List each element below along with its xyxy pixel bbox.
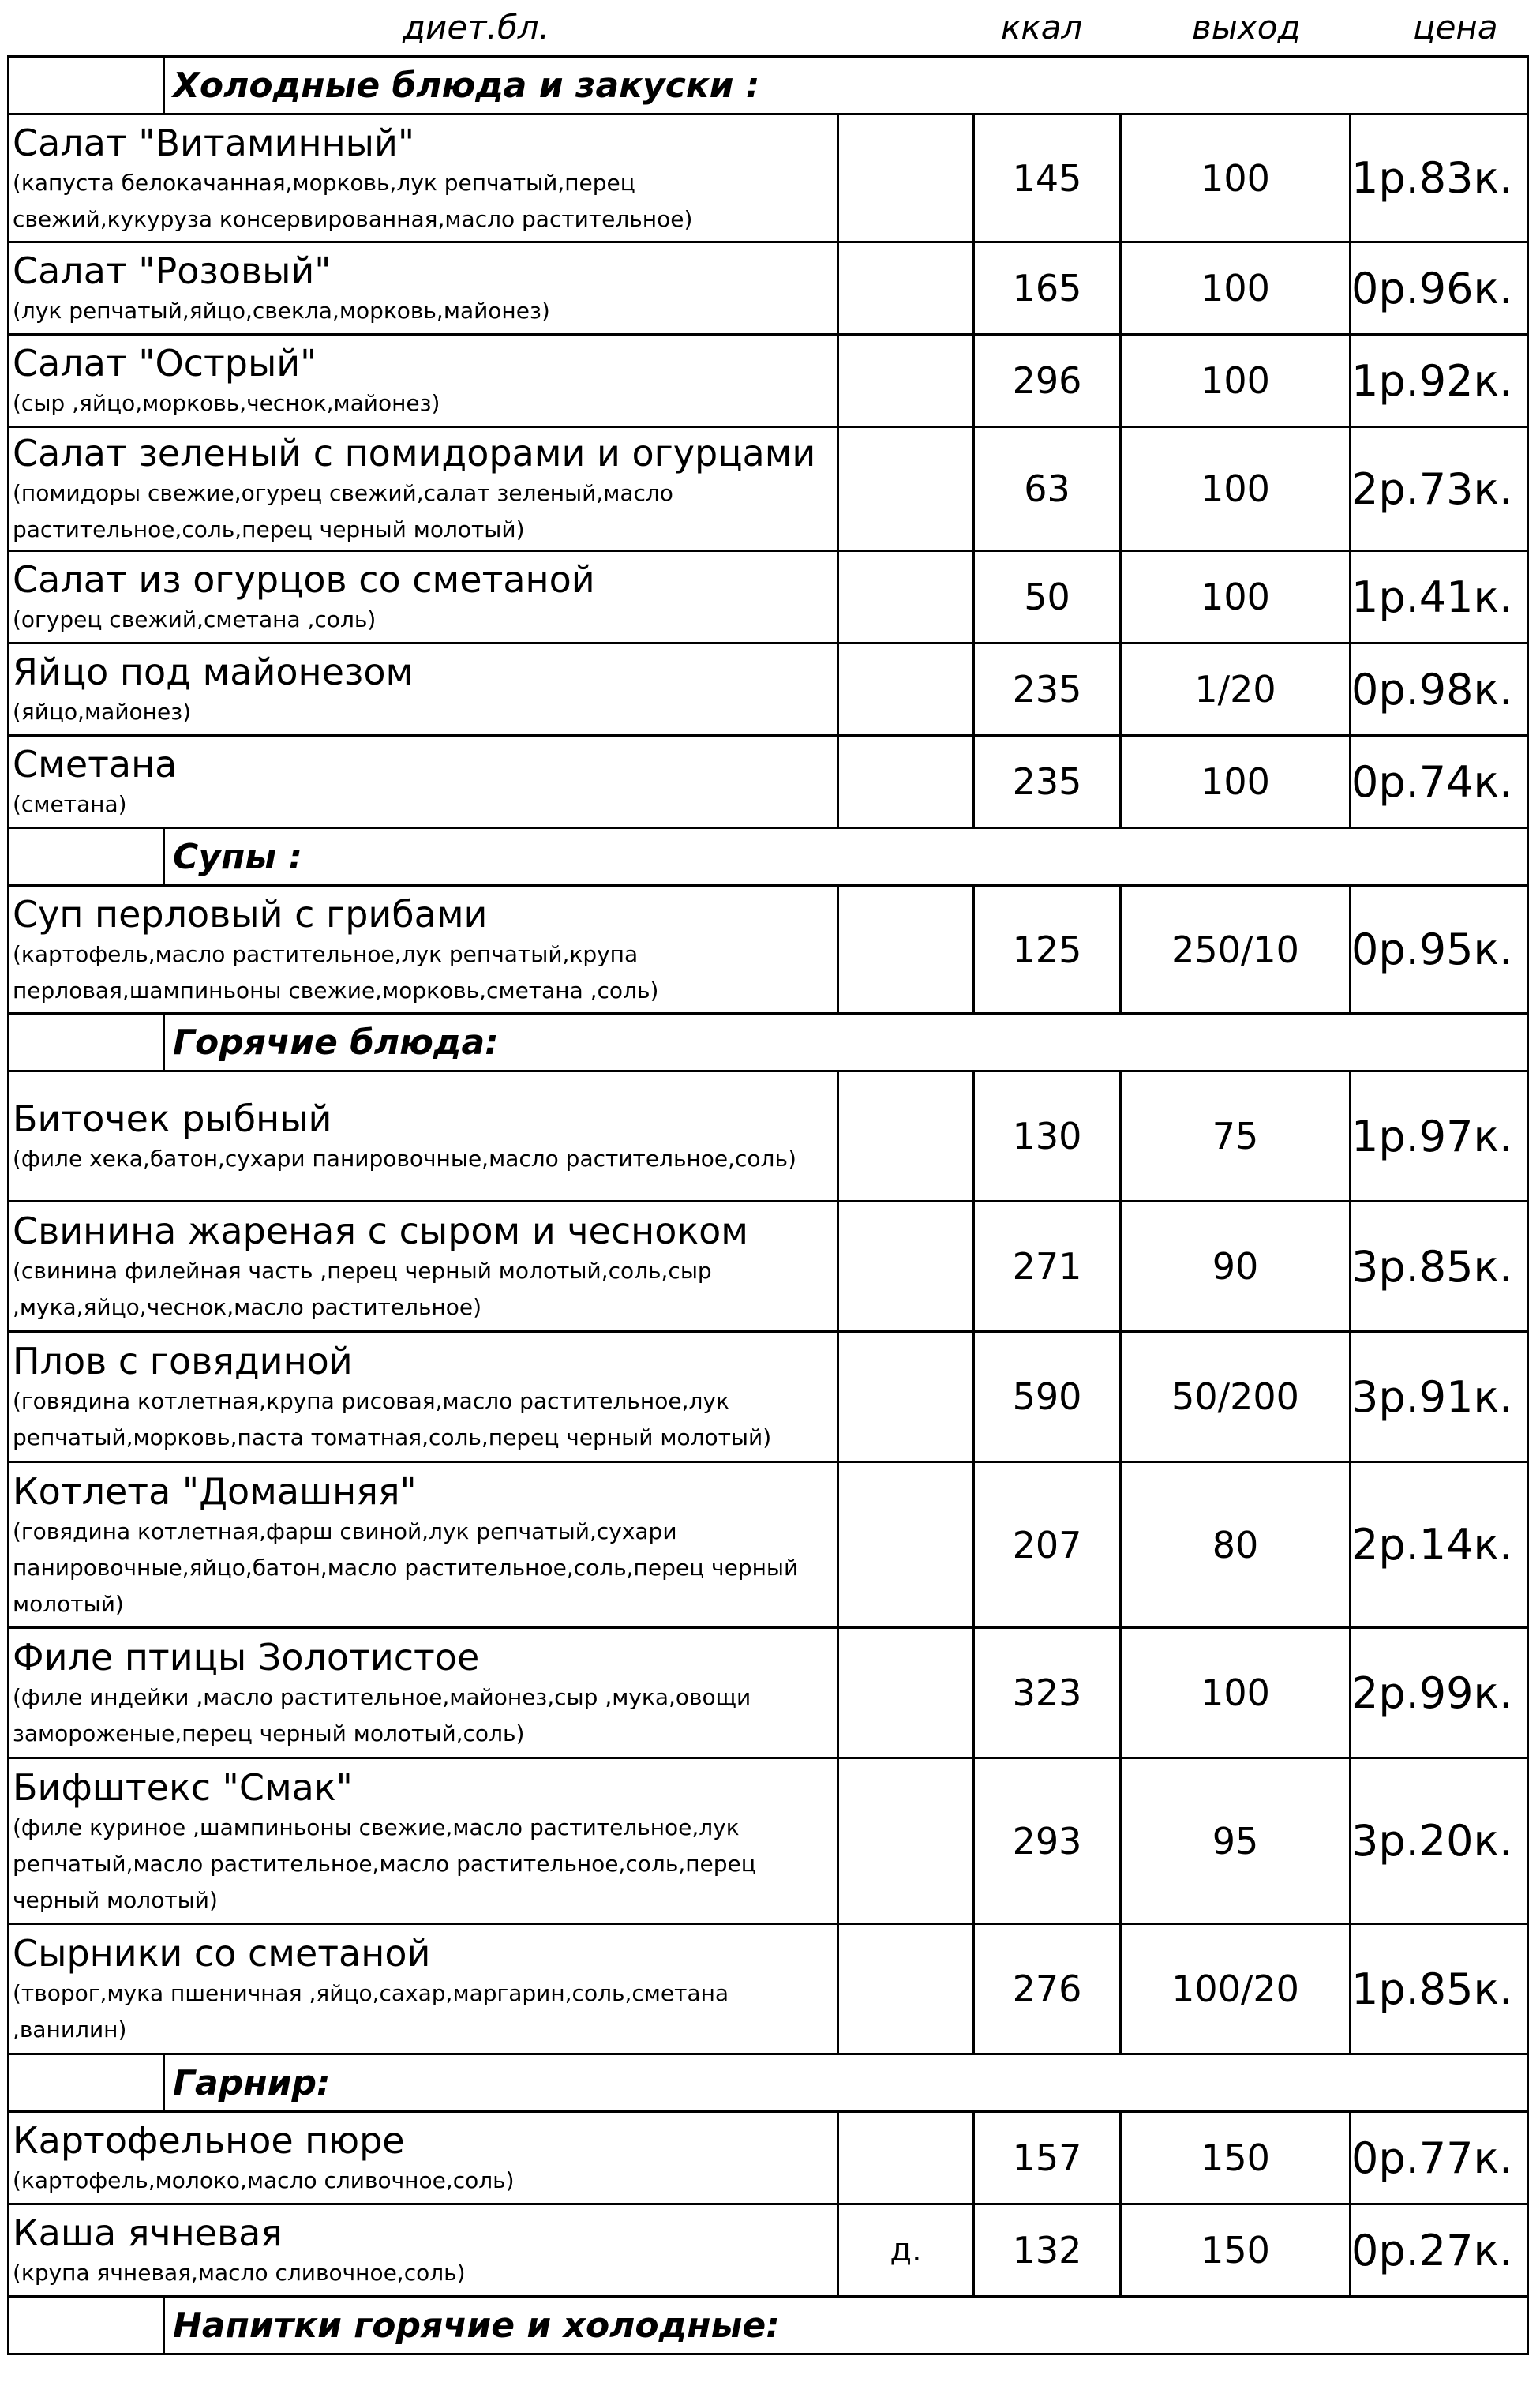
item-price: 2р.99к. (1351, 1628, 1528, 1758)
section-title: Гарнир: (164, 2054, 1528, 2112)
section-title: Холодные блюда и закуски : (164, 57, 1528, 114)
item-diet (838, 1202, 974, 1332)
item-yield: 1/20 (1121, 643, 1351, 736)
menu-item-row (9, 1628, 1528, 1758)
menu-item-row (9, 886, 1528, 1014)
item-kcal: 50 (974, 551, 1121, 643)
item-yield: 100/20 (1121, 1924, 1351, 2054)
menu-item-row (9, 114, 1528, 242)
item-ingredients: (сыр ,яйцо,морковь,чеснок,майонез) (13, 390, 440, 416)
item-ingredients: (помидоры свежие,огурец свежий,салат зеленый,масло растительное,соль,перец черный молотый) (13, 480, 673, 542)
menu-item-row (9, 1332, 1528, 1462)
item-name: Яйцо под майонезом (13, 651, 414, 693)
item-ingredients: (сметана) (13, 791, 127, 817)
item-price: 1р.92к. (1351, 335, 1528, 427)
item-name: Салат "Острый" (13, 342, 317, 385)
item-kcal: 63 (974, 427, 1121, 551)
section-header-row (9, 2297, 1528, 2354)
item-ingredients: (филе куриное ,шампиньоны свежие,масло растительное,лук репчатый,масло растительное,масло растительное,соль,перец черный молотый) (13, 1814, 756, 1913)
item-diet (838, 2112, 974, 2204)
section-title: Горячие блюда: (164, 1014, 1528, 1071)
item-ingredients: (лук репчатый,яйцо,свекла,морковь,майонез) (13, 298, 550, 324)
section-title: Напитки горячие и холодные: (164, 2297, 1528, 2354)
item-ingredients: (филе хека,батон,сухари панировочные,масло растительное,соль) (13, 1146, 796, 1172)
item-price: 3р.20к. (1351, 1758, 1528, 1924)
header-price: цена (1413, 8, 1498, 47)
item-name: Сырники со сметаной (13, 1932, 431, 1975)
item-price: 1р.41к. (1351, 551, 1528, 643)
item-name-cell (9, 427, 838, 551)
item-name: Филе птицы Золотистое (13, 1636, 480, 1679)
item-price: 2р.73к. (1351, 427, 1528, 551)
item-price: 0р.96к. (1351, 242, 1528, 335)
item-yield: 75 (1121, 1071, 1351, 1202)
menu-item-row (9, 2112, 1528, 2204)
item-price: 0р.98к. (1351, 643, 1528, 736)
item-diet (838, 886, 974, 1014)
item-yield: 100 (1121, 1628, 1351, 1758)
item-ingredients: (говядина котлетная,крупа рисовая,масло растительное,лук репчатый,морковь,паста томатная,соль,перец черный молотый) (13, 1388, 772, 1450)
item-diet (838, 1462, 974, 1628)
item-ingredients: (картофель,молоко,масло сливочное,соль) (13, 2167, 515, 2193)
item-yield: 50/200 (1121, 1332, 1351, 1462)
item-yield: 150 (1121, 2204, 1351, 2297)
section-header-row (9, 1014, 1528, 1071)
section-spacer (9, 828, 164, 886)
item-name-cell (9, 643, 838, 736)
item-kcal: 590 (974, 1332, 1121, 1462)
item-kcal: 323 (974, 1628, 1121, 1758)
item-price: 1р.85к. (1351, 1924, 1528, 2054)
section-spacer (9, 2297, 164, 2354)
section-title: Супы : (164, 828, 1528, 886)
menu-item-row (9, 1924, 1528, 2054)
menu-item-row (9, 242, 1528, 335)
item-price: 0р.95к. (1351, 886, 1528, 1014)
menu-item-row (9, 2204, 1528, 2297)
item-diet (838, 114, 974, 242)
item-yield: 250/10 (1121, 886, 1351, 1014)
item-price: 2р.14к. (1351, 1462, 1528, 1628)
menu-item-row (9, 335, 1528, 427)
item-diet (838, 1758, 974, 1924)
item-kcal: 293 (974, 1758, 1121, 1924)
item-yield: 95 (1121, 1758, 1351, 1924)
item-diet (838, 427, 974, 551)
item-price: 0р.74к. (1351, 736, 1528, 828)
item-name: Салат из огурцов со сметаной (13, 558, 595, 601)
header-kcal: ккал (1001, 8, 1083, 47)
item-yield: 100 (1121, 335, 1351, 427)
header-diet: диет.бл. (403, 8, 550, 47)
item-price: 0р.77к. (1351, 2112, 1528, 2204)
item-kcal: 276 (974, 1924, 1121, 2054)
item-name: Биточек рыбный (13, 1097, 332, 1140)
item-diet (838, 335, 974, 427)
item-name: Картофельное пюре (13, 2119, 405, 2162)
section-spacer (9, 57, 164, 114)
item-diet (838, 1071, 974, 1202)
item-kcal: 157 (974, 2112, 1121, 2204)
menu-table (7, 55, 1529, 2355)
item-yield: 100 (1121, 114, 1351, 242)
section-header-row (9, 2054, 1528, 2112)
item-price: 3р.91к. (1351, 1332, 1528, 1462)
item-ingredients: (говядина котлетная,фарш свиной,лук репчатый,сухари панировочные,яйцо,батон,масло растительное,соль,перец черный молотый) (13, 1518, 799, 1617)
item-yield: 150 (1121, 2112, 1351, 2204)
item-name: Салат "Розовый" (13, 249, 332, 292)
item-name: Сметана (13, 743, 178, 786)
item-name-cell (9, 886, 838, 1014)
item-ingredients: (картофель,масло растительное,лук репчатый,крупа перловая,шампиньоны свежие,морковь,сметана ,соль) (13, 940, 659, 1004)
menu-item-row (9, 1202, 1528, 1332)
item-diet (838, 242, 974, 335)
item-kcal: 130 (974, 1071, 1121, 1202)
item-name: Каша ячневая (13, 2212, 283, 2254)
item-name-cell (9, 2112, 838, 2204)
item-kcal: 235 (974, 736, 1121, 828)
item-name-cell (9, 1462, 838, 1628)
item-name-cell (9, 242, 838, 335)
item-name-cell (9, 1202, 838, 1332)
item-name: Салат зеленый с помидорами и огурцами (13, 432, 816, 475)
item-name-cell (9, 114, 838, 242)
menu-item-row (9, 643, 1528, 736)
menu-item-row (9, 1758, 1528, 1924)
item-name-cell (9, 335, 838, 427)
item-diet (838, 643, 974, 736)
item-name: Бифштекс "Смак" (13, 1765, 353, 1809)
item-name: Плов с говядиной (13, 1340, 353, 1382)
section-header-row (9, 57, 1528, 114)
item-yield: 100 (1121, 551, 1351, 643)
menu-item-row (9, 736, 1528, 828)
item-name-cell (9, 1071, 838, 1202)
item-diet (838, 1924, 974, 2054)
item-ingredients: (яйцо,майонез) (13, 699, 192, 725)
item-kcal: 271 (974, 1202, 1121, 1332)
item-yield: 90 (1121, 1202, 1351, 1332)
item-name: Салат "Витаминный" (13, 121, 415, 164)
item-price: 1р.83к. (1351, 114, 1528, 242)
item-name-cell (9, 1924, 838, 2054)
item-price: 3р.85к. (1351, 1202, 1528, 1332)
item-kcal: 145 (974, 114, 1121, 242)
item-kcal: 125 (974, 886, 1121, 1014)
item-kcal: 132 (974, 2204, 1121, 2297)
menu-item-row (9, 427, 1528, 551)
item-price: 1р.97к. (1351, 1071, 1528, 1202)
item-ingredients: (свинина филейная часть ,перец черный молотый,соль,сыр ,мука,яйцо,чеснок,масло растительное) (13, 1258, 712, 1320)
item-name: Котлета "Домашняя" (13, 1469, 417, 1513)
item-ingredients: (филе индейки ,масло растительное,майонез,сыр ,мука,овощи замороженые,перец черный молотый,соль) (13, 1684, 751, 1746)
item-kcal: 296 (974, 335, 1121, 427)
item-name-cell (9, 1628, 838, 1758)
item-diet (838, 551, 974, 643)
item-name-cell (9, 1332, 838, 1462)
item-name-cell (9, 1758, 838, 1924)
section-header-row (9, 828, 1528, 886)
item-kcal: 207 (974, 1462, 1121, 1628)
item-diet: д. (838, 2204, 974, 2297)
menu-item-row (9, 1071, 1528, 1202)
item-yield: 100 (1121, 736, 1351, 828)
item-diet (838, 736, 974, 828)
item-ingredients: (крупа ячневая,масло сливочное,соль) (13, 2260, 466, 2286)
item-ingredients: (огурец свежий,сметана ,соль) (13, 606, 377, 632)
item-ingredients: (капуста белокачанная,морковь,лук репчатый,перец свежий,кукуруза консервированная,масло растительное) (13, 169, 693, 232)
item-ingredients: (творог,мука пшеничная ,яйцо,сахар,маргарин,соль,сметана ,ванилин) (13, 1980, 729, 2043)
item-name-cell (9, 551, 838, 643)
item-diet (838, 1628, 974, 1758)
section-spacer (9, 2054, 164, 2112)
item-yield: 80 (1121, 1462, 1351, 1628)
item-kcal: 235 (974, 643, 1121, 736)
item-yield: 100 (1121, 242, 1351, 335)
item-yield: 100 (1121, 427, 1351, 551)
menu-item-row (9, 551, 1528, 643)
item-name-cell (9, 736, 838, 828)
item-name-cell (9, 2204, 838, 2297)
item-name: Суп перловый с грибами (13, 892, 488, 936)
item-kcal: 165 (974, 242, 1121, 335)
section-spacer (9, 1014, 164, 1071)
header-yield: выход (1192, 8, 1301, 47)
item-name: Свинина жареная с сыром и чесноком (13, 1210, 748, 1252)
item-price: 0р.27к. (1351, 2204, 1528, 2297)
item-diet (838, 1332, 974, 1462)
menu-item-row (9, 1462, 1528, 1628)
